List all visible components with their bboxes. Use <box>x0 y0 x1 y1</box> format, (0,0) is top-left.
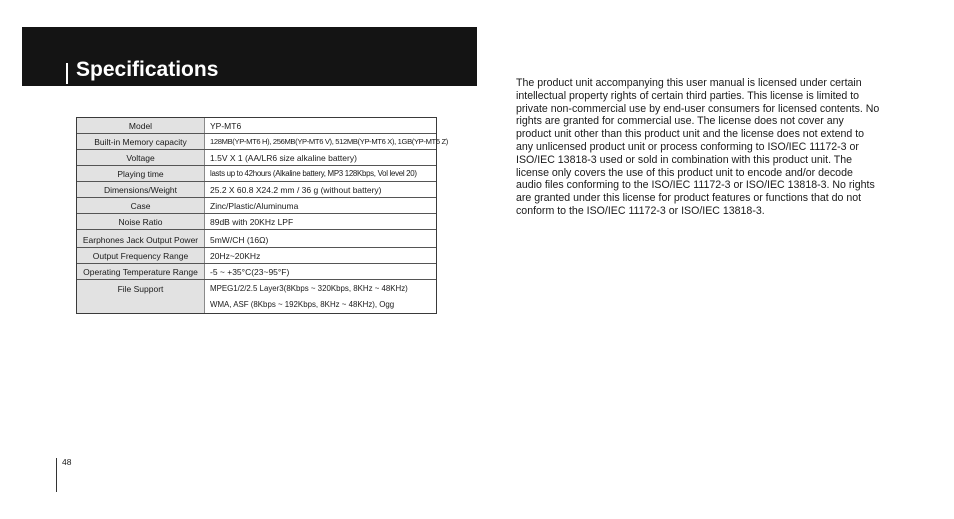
spec-label: Voltage <box>126 153 155 163</box>
spec-label: Noise Ratio <box>118 217 163 227</box>
spec-label: Case <box>130 201 151 211</box>
spec-value: lasts up to 42hours (Alkaline battery, MP3 128Kbps, Vol level 20) <box>210 169 417 178</box>
spec-value: YP-MT6 <box>210 121 242 131</box>
spec-label: Output Frequency Range <box>92 251 189 261</box>
page-number-rule <box>56 458 57 492</box>
spec-value-line: WMA, ASF (8Kbps ~ 192Kbps, 8KHz ~ 48KHz), Ogg <box>210 300 395 309</box>
spec-row-file-support <box>77 280 436 313</box>
page-title: Specifications <box>76 58 219 81</box>
spec-row-dimensions <box>77 182 436 198</box>
spec-row-case <box>77 198 436 214</box>
spec-value: 128MB(YP-MT6 H), 256MB(YP-MT6 V), 512MB(YP-MT6 X), 1GB(YP-MT6 Z) <box>210 137 448 146</box>
header-accent-line <box>66 63 68 84</box>
spec-label: Playing time <box>117 169 164 179</box>
spec-label: Model <box>128 121 153 131</box>
spec-value: -5 ~ +35°C(23~95°F) <box>210 267 290 277</box>
specifications-table <box>76 117 448 314</box>
spec-value: 25.2 X 60.8 X24.2 mm / 36 g (without battery) <box>210 185 382 195</box>
page-number: 48 <box>62 457 72 467</box>
spec-label: Operating Temperature Range <box>83 267 198 277</box>
spec-row-voltage <box>77 150 436 166</box>
spec-row-memory <box>77 134 448 150</box>
spec-value-line: MPEG1/2/2.5 Layer3(8Kbps ~ 320Kbps, 8KHz ~ 48KHz) <box>210 284 408 293</box>
spec-row-noise-ratio <box>77 214 436 230</box>
spec-row-operating-temperature <box>77 264 436 280</box>
spec-value: Zinc/Plastic/Aluminuma <box>210 201 299 211</box>
license-paragraph: The product unit accompanying this user manual is licensed under certain intellectual property rights of certain third parties. This license is limited to private non-commercial use by end-user consumers for licensed contents. No rights are granted for commercial use. The license does not cover any product unit other than this product unit and the license does not extend to any unlicensed product unit or process conforming to ISO/IEC 11172-3 or ISO/IEC 13818-3 used or sold in combination with this product unit. The license only covers the use of this product unit to encode and/or decode audio files conforming to the ISO/IEC 11172-3 or ISO/IEC 13818-3. No rights are granted under this license for product features or functions that do not conform to the ISO/IEC 11172-3 or ISO/IEC 13818-3. <box>516 77 880 217</box>
spec-row-frequency-range <box>77 248 436 264</box>
spec-row-earphone-power <box>77 232 436 248</box>
spec-value: 89dB with 20KHz LPF <box>210 217 294 227</box>
spec-value: 20Hz~20KHz <box>210 251 261 261</box>
spec-value: 1.5V X 1 (AA/LR6 size alkaline battery) <box>210 153 357 163</box>
spec-label: Built-in Memory capacity <box>94 137 187 147</box>
spec-value: 5mW/CH (16Ω) <box>210 235 269 245</box>
spec-label: Earphones Jack Output Power <box>82 235 199 245</box>
spec-row-playing-time <box>77 166 436 182</box>
spec-label: Dimensions/Weight <box>103 185 178 195</box>
spec-label: File Support <box>117 284 164 294</box>
spec-row-model <box>77 118 436 134</box>
